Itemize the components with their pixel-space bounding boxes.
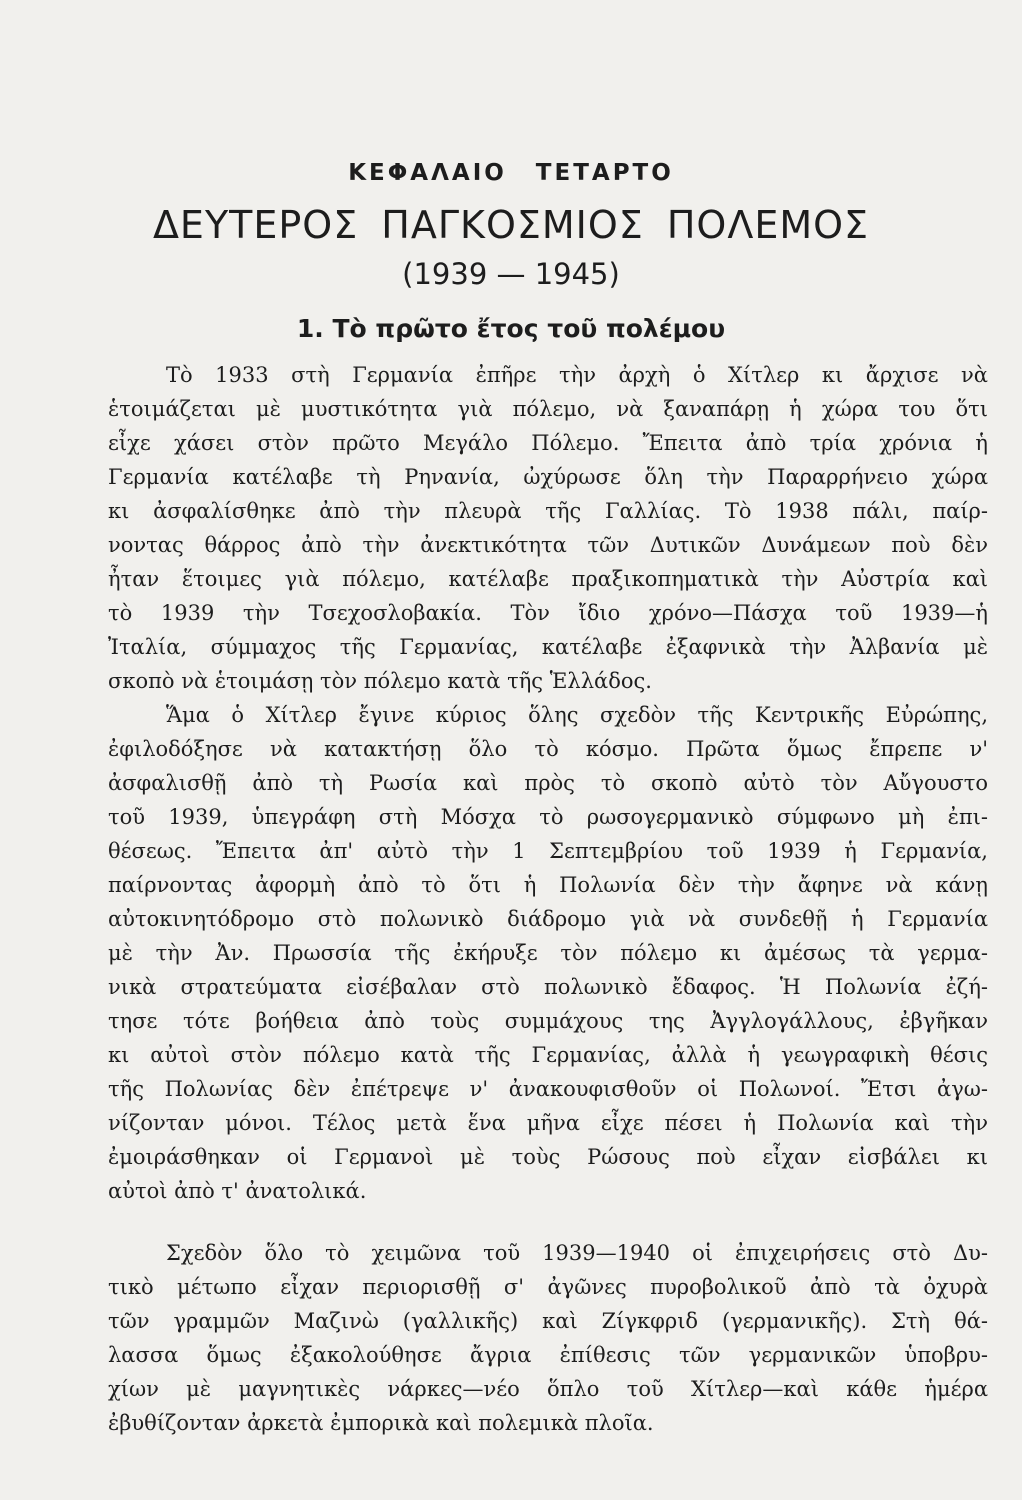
- text-line: Σχεδὸν ὅλο τὸ χειμῶνα τοῦ 1939—1940 οἱ ἐπιχειρήσεις στὸ Δυ-: [166, 1241, 988, 1265]
- text-line: ἦταν ἕτοιμες γιὰ πόλεμο, κατέλαβε πραξικοπηματικὰ τὴν Αὐστρία καὶ: [108, 567, 988, 591]
- paragraph-gap: [108, 1208, 988, 1236]
- text-line: τῶν γραμμῶν Μαζινὼ (γαλλικῆς) καὶ Ζίγκφριδ (γερμανικῆς). Στὴ θά-: [108, 1309, 988, 1333]
- text-line: αὐτοὶ ἀπὸ τ' ἀνατολικά.: [108, 1179, 367, 1203]
- chapter-label: ΚΕΦΑΛΑΙΟ ΤΕΤΑΡΤΟ: [348, 160, 674, 186]
- text-line: μὲ τὴν Ἀν. Πρωσσία τῆς ἐκήρυξε τὸν πόλεμο κι ἀμέσως τὰ γερμα-: [108, 941, 988, 965]
- text-line: ἀσφαλισθῇ ἀπὸ τὴ Ρωσία καὶ πρὸς τὸ σκοπὸ αὐτὸ τὸν Αὔγουστο: [108, 771, 988, 795]
- text-line: θέσεως. Ἔπειτα ἀπ' αὐτὸ τὴν 1 Σεπτεμβρίου τοῦ 1939 ἡ Γερμανία,: [108, 839, 988, 863]
- paragraph-1: [108, 358, 988, 698]
- text-line: παίρνοντας ἀφορμὴ ἀπὸ τὸ ὅτι ἡ Πολωνία δὲν τὴν ἄφηνε νὰ κάνῃ: [108, 873, 988, 897]
- text-line: Ἰταλία, σύμμαχος τῆς Γερμανίας, κατέλαβε ἐξαφνικὰ τὴν Ἀλβανία μὲ: [108, 635, 988, 659]
- text-line: τικὸ μέτωπο εἶχαν περιορισθῇ σ' ἀγῶνες πυροβολικοῦ ἀπὸ τὰ ὀχυρὰ: [108, 1275, 988, 1299]
- text-line: Ἅμα ὁ Χίτλερ ἔγινε κύριος ὅλης σχεδὸν τῆς Κεντρικῆς Εὐρώπης,: [166, 703, 988, 727]
- section-heading: 1. Τὸ πρῶτο ἔτος τοῦ πολέμου: [296, 314, 726, 343]
- text-line: χίων μὲ μαγνητικὲς νάρκες—νέο ὅπλο τοῦ Χίτλερ—καὶ κάθε ἡμέρα: [108, 1377, 988, 1401]
- text-line: Γερμανία κατέλαβε τὴ Ρηνανία, ὠχύρωσε ὅλη τὴν Παραρρήνειο χώρα: [108, 465, 988, 489]
- text-line: ἐμοιράσθηκαν οἱ Γερμανοὶ μὲ τοὺς Ρώσους ποὺ εἶχαν εἰσβάλει κι: [108, 1145, 988, 1169]
- text-line: νικὰ στρατεύματα εἰσέβαλαν στὸ πολωνικὸ ἔδαφος. Ἡ Πολωνία ἐζή-: [108, 975, 988, 999]
- chapter-years: (1939 — 1945): [402, 257, 620, 291]
- text-line: νοντας θάρρος ἀπὸ τὴν ἀνεκτικότητα τῶν Δυτικῶν Δυνάμεων ποὺ δὲν: [108, 533, 988, 557]
- text-line: ἐβυθίζονταν ἀρκετὰ ἐμπορικὰ καὶ πολεμικὰ πλοῖα.: [108, 1411, 654, 1435]
- text-line: ἐφιλοδόξησε νὰ κατακτήσῃ ὅλο τὸ κόσμο. Πρῶτα ὅμως ἔπρεπε ν': [108, 737, 988, 761]
- text-line: εἶχε χάσει στὸν πρῶτο Μεγάλο Πόλεμο. Ἔπειτα ἀπὸ τρία χρόνια ἡ: [108, 431, 988, 455]
- text-line: αὐτοκινητόδρομο στὸ πολωνικὸ διάδρομο γιὰ νὰ συνδεθῇ ἡ Γερμανία: [108, 907, 988, 931]
- body-text: [108, 358, 988, 1440]
- text-line: σκοπὸ νὰ ἑτοιμάσῃ τὸν πόλεμο κατὰ τῆς Ἑλλάδος.: [108, 669, 652, 693]
- text-line: τοῦ 1939, ὑπεγράφη στὴ Μόσχα τὸ ρωσογερμανικὸ σύμφωνο μὴ ἐπι-: [108, 805, 988, 829]
- paragraph-3: [108, 1236, 988, 1440]
- text-line: τὸ 1939 τὴν Τσεχοσλοβακία. Τὸν ἴδιο χρόνο—Πάσχα τοῦ 1939—ἡ: [108, 601, 988, 625]
- text-line: ἑτοιμάζεται μὲ μυστικότητα γιὰ πόλεμο, νὰ ξαναπάρῃ ἡ χώρα του ὅτι: [108, 397, 988, 421]
- text-line: νίζονταν μόνοι. Τέλος μετὰ ἕνα μῆνα εἶχε πέσει ἡ Πολωνία καὶ τὴν: [108, 1111, 988, 1135]
- text-line: τῆς Πολωνίας δὲν ἐπέτρεψε ν' ἀνακουφισθοῦν οἱ Πολωνοί. Ἔτσι ἀγω-: [108, 1077, 988, 1101]
- text-line: κι αὐτοὶ στὸν πόλεμο κατὰ τῆς Γερμανίας, ἀλλὰ ἡ γεωγραφικὴ θέσις: [108, 1043, 988, 1067]
- text-line: λασσα ὅμως ἐξακολούθησε ἄγρια ἐπίθεσις τῶν γερμανικῶν ὑποβρυ-: [108, 1343, 988, 1367]
- text-line: τησε τότε βοήθεια ἀπὸ τοὺς συμμάχους της Ἀγγλογάλλους, ἐβγῆκαν: [108, 1009, 988, 1033]
- text-line: κι ἀσφαλίσθηκε ἀπὸ τὴν πλευρὰ τῆς Γαλλίας. Τὸ 1938 πάλι, παίρ-: [108, 499, 988, 523]
- paragraph-2: [108, 698, 988, 1208]
- chapter-title: ΔΕΥΤΕΡΟΣ ΠΑΓΚΟΣΜΙΟΣ ΠΟΛΕΜΟΣ: [152, 203, 870, 247]
- text-line: Τὸ 1933 στὴ Γερμανία ἐπῆρε τὴν ἀρχὴ ὁ Χίτλερ κι ἄρχισε νὰ: [166, 363, 988, 387]
